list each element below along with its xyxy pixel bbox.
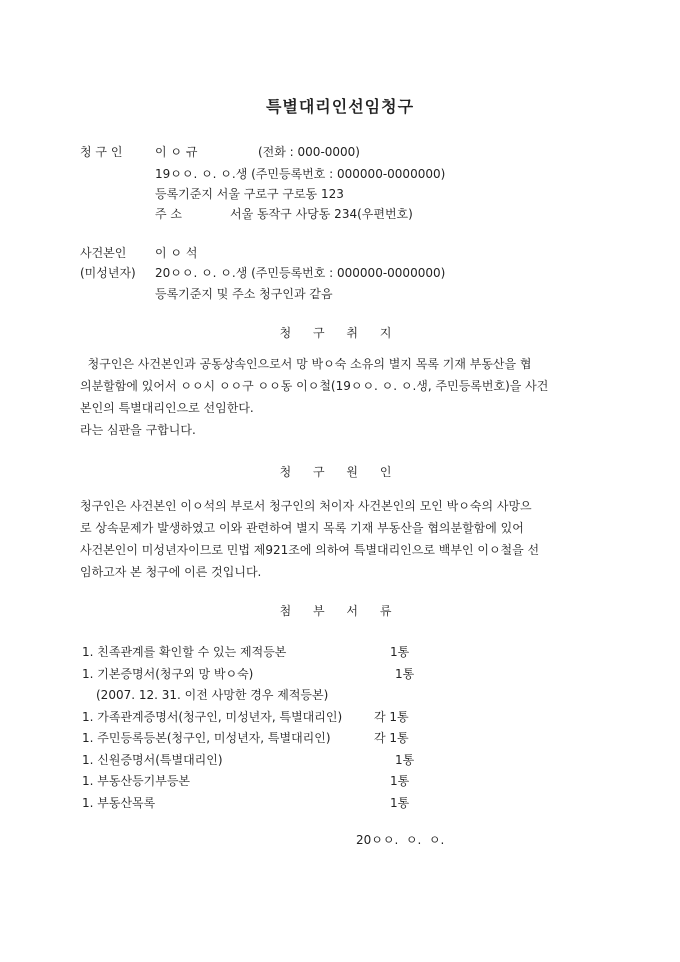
attachment-qty: 각 1통 bbox=[374, 731, 409, 745]
purpose-line: 청구인은 사건본인과 공동상속인으로서 망 박ㅇ숙 소유의 별지 목록 기재 부동산을 협 bbox=[80, 357, 532, 371]
purpose-line: 본인의 특별대리인으로 선임한다. bbox=[80, 401, 254, 415]
attachment-item: 1. 친족관계를 확인할 수 있는 제적등본 bbox=[82, 645, 287, 659]
attachment-note: (2007. 12. 31. 이전 사망한 경우 제적등본) bbox=[96, 688, 329, 702]
claimant-address: 서울 동작구 사당동 234(우편번호) bbox=[230, 207, 413, 221]
purpose-paragraph bbox=[80, 353, 600, 441]
claimant-address-label: 주 소 bbox=[155, 207, 182, 221]
attachment-qty: 1통 bbox=[390, 774, 410, 788]
document-title: 특별대리인선임청구 bbox=[265, 97, 415, 116]
attachment-item: 1. 부동산등기부등본 bbox=[82, 774, 191, 788]
purpose-line: 의분할함에 있어서 ㅇㅇ시 ㅇㅇ구 ㅇㅇ동 이ㅇ철(19ㅇㅇ. ㅇ. ㅇ.생, 주민등록번호)을 사건 bbox=[80, 379, 549, 393]
cause-heading: 청 구 원 인 bbox=[279, 465, 401, 479]
attachment-qty: 1통 bbox=[390, 796, 410, 810]
cause-line: 청구인은 사건본인 이ㅇ석의 부로서 청구인의 처이자 사건본인의 모인 박ㅇ숙의 사망으 bbox=[80, 499, 532, 513]
subject-minor-label: (미성년자) bbox=[80, 266, 136, 280]
subject-birth: 20ㅇㅇ. ㅇ. ㅇ.생 (주민등록번호 : 000000-0000000) bbox=[155, 266, 446, 280]
cause-line: 사건본인이 미성년자이므로 민법 제921조에 의하여 특별대리인으로 백부인 이ㅇ철을 선 bbox=[80, 543, 540, 557]
attachment-qty: 1통 bbox=[390, 645, 410, 659]
attachment-qty: 1통 bbox=[395, 667, 415, 681]
claimant-phone: (전화 : 000-0000) bbox=[258, 145, 360, 159]
attachment-qty: 1통 bbox=[395, 753, 415, 767]
claimant-registry: 등록기준지 서울 구로구 구로동 123 bbox=[155, 187, 344, 201]
purpose-heading: 청 구 취 지 bbox=[279, 326, 401, 340]
cause-line: 로 상속문제가 발생하였고 이와 관련하여 별지 목록 기재 부동산을 협의분할함에 있어 bbox=[80, 521, 524, 535]
attachment-item: 1. 주민등록등본(청구인, 미성년자, 특별대리인) bbox=[82, 731, 331, 745]
subject-label: 사건본인 bbox=[80, 246, 127, 260]
claimant-name: 이 ㅇ 규 bbox=[155, 145, 198, 159]
purpose-line: 라는 심판을 구합니다. bbox=[80, 423, 196, 437]
cause-line: 임하고자 본 청구에 이른 것입니다. bbox=[80, 565, 262, 579]
claimant-birth: 19ㅇㅇ. ㅇ. ㅇ.생 (주민등록번호 : 000000-0000000) bbox=[155, 167, 446, 181]
attachment-item: 1. 기본증명서(청구외 망 박ㅇ숙) bbox=[82, 667, 254, 681]
attachment-item: 1. 신원증명서(특별대리인) bbox=[82, 753, 223, 767]
attachment-qty: 각 1통 bbox=[374, 710, 409, 724]
document-date: 20ㅇㅇ. ㅇ. ㅇ. bbox=[356, 833, 445, 847]
attachments-heading: 첨 부 서 류 bbox=[279, 604, 401, 618]
attachment-item: 1. 가족관계증명서(청구인, 미성년자, 특별대리인) bbox=[82, 710, 343, 724]
attachment-item: 1. 부동산목록 bbox=[82, 796, 156, 810]
subject-name: 이 ㅇ 석 bbox=[155, 246, 198, 260]
cause-paragraph bbox=[80, 495, 600, 583]
claimant-label: 청 구 인 bbox=[80, 145, 123, 159]
subject-registry: 등록기준지 및 주소 청구인과 같음 bbox=[155, 287, 333, 301]
